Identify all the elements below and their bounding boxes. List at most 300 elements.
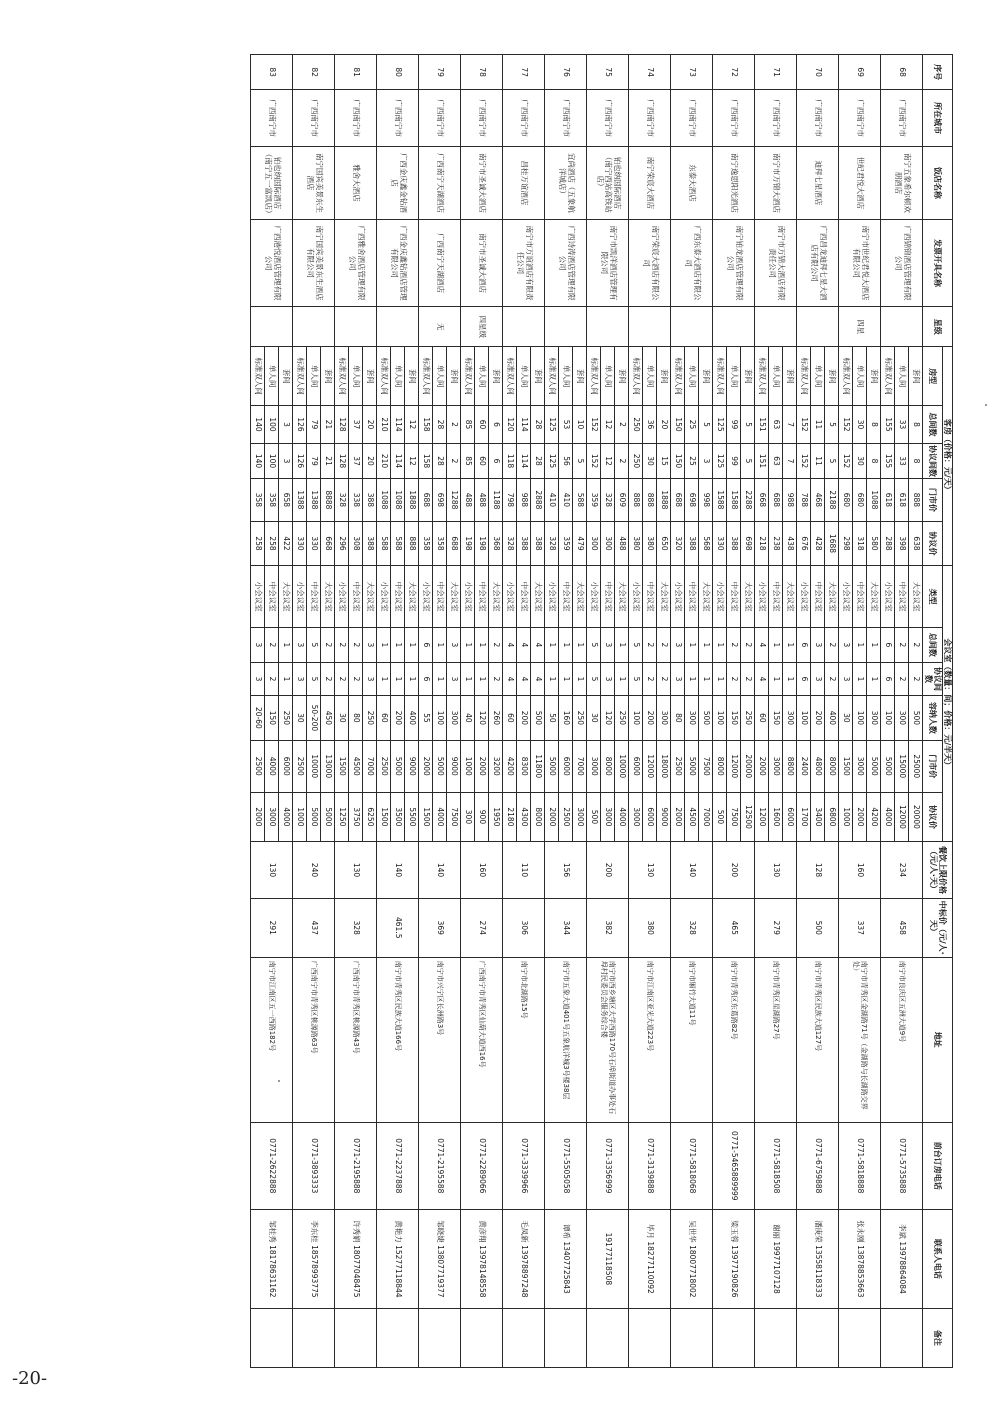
room-proto-price-cell: 300 (601, 521, 615, 566)
invoice-name-cell: 南宁国宾美景东生酒店有限公司 (293, 219, 335, 306)
room-proto-cell: 126 (293, 443, 307, 478)
mtg-cap-cell: 250 (573, 696, 587, 741)
mtg-cap-cell: 100 (881, 696, 895, 741)
mtg-total-cell: 4 (755, 627, 769, 662)
mtg-rack-cell: 6000 (629, 740, 643, 792)
room-total-cell: 152 (587, 406, 601, 444)
table-row (909, 55, 923, 1368)
room-total-cell: 20 (363, 406, 377, 444)
col-room-rack-header: 门市价 (923, 479, 942, 521)
room-type-cell: 套间 (783, 347, 797, 406)
mtg-cap-cell: 80 (671, 696, 685, 741)
mtg-proto-price-cell: 4000 (615, 792, 629, 842)
mtg-total-cell: 2 (895, 627, 909, 662)
hotel-name-cell: 宜尚酒店（五象航洋城店） (545, 146, 587, 219)
room-proto-cell: 151 (755, 443, 769, 478)
hotel-name-cell: 广西金庆鑫金钻酒店 (377, 146, 419, 219)
mtg-proto-price-cell: 500 (587, 792, 601, 842)
remark-cell (419, 1308, 461, 1367)
mtg-proto-cell: 4 (531, 663, 545, 696)
room-type-cell: 套间 (657, 347, 671, 406)
room-rack-cell: 328 (335, 479, 349, 521)
mid-price-cell: 306 (503, 898, 545, 957)
address-cell: 南宁市青秀区民族大道166号 (377, 957, 419, 1122)
room-total-cell: 30 (853, 406, 867, 444)
mtg-proto-price-cell: 3750 (349, 792, 363, 842)
invoice-name-cell: 广西锦锦酒店管理有限公司 (881, 219, 923, 306)
room-proto-cell: 56 (559, 443, 573, 478)
mtg-total-cell: 2 (909, 627, 923, 662)
mtg-proto-cell: 5 (307, 663, 321, 696)
mid-price-cell: 437 (293, 898, 335, 957)
mtg-proto-price-cell: 12500 (741, 792, 755, 842)
mtg-proto-cell: 3 (601, 663, 615, 696)
room-proto-price-cell: 308 (349, 521, 363, 566)
mtg-cap-cell: 100 (853, 696, 867, 741)
mtg-proto-price-cell: 7000 (699, 792, 713, 842)
contact-cell: 黄彦翔 13978148558 (461, 1209, 503, 1308)
mtg-total-cell: 3 (251, 627, 265, 662)
room-proto-price-cell: 388 (363, 521, 377, 566)
mtg-rack-cell: 8000 (713, 740, 727, 792)
mtg-total-cell: 2 (727, 627, 741, 662)
city-cell: 广西南宁市 (419, 90, 461, 147)
mtg-proto-cell: 6 (797, 663, 811, 696)
room-total-cell: 11 (811, 406, 825, 444)
table-row (573, 55, 587, 1368)
address-cell: 南宁市青秀区东葛路82号 (713, 957, 755, 1122)
mtg-type-cell: 小会议室 (629, 566, 643, 627)
mtg-total-cell: 5 (629, 627, 643, 662)
room-proto-cell: 15 (657, 443, 671, 478)
col-room-type-header: 房型 (923, 347, 942, 406)
room-proto-price-cell: 328 (503, 521, 517, 566)
room-proto-price-cell: 388 (685, 521, 699, 566)
mtg-type-cell: 小会议室 (251, 566, 265, 627)
room-rack-cell: 468 (811, 479, 825, 521)
mtg-proto-cell: 3 (363, 663, 377, 696)
room-proto-cell: 2 (447, 443, 461, 478)
room-total-cell: 2 (447, 406, 461, 444)
mtg-proto-price-cell: 2000 (853, 792, 867, 842)
remark-cell (797, 1308, 839, 1367)
seq-cell: 69 (839, 55, 881, 90)
room-proto-price-cell: 398 (895, 521, 909, 566)
desk-phone-cell: 0771-2237888 (377, 1122, 419, 1209)
remark-cell (587, 1308, 629, 1367)
hotel-table (250, 54, 953, 1368)
room-rack-cell: 8888 (321, 479, 335, 521)
room-proto-price-cell: 330 (293, 521, 307, 566)
table-body (251, 55, 923, 1368)
room-total-cell: 158 (419, 406, 433, 444)
room-type-cell: 单人间 (769, 347, 783, 406)
room-proto-cell: 12 (601, 443, 615, 478)
mtg-cap-cell: 250 (363, 696, 377, 741)
meal-price-cell: 140 (671, 842, 713, 899)
mtg-total-cell: 4 (517, 627, 531, 662)
mtg-proto-price-cell: 6000 (643, 792, 657, 842)
mtg-type-cell: 大会议室 (363, 566, 377, 627)
room-proto-cell: 28 (531, 443, 545, 478)
mtg-proto-price-cell: 12000 (895, 792, 909, 842)
mtg-rack-cell: 4800 (811, 740, 825, 792)
mtg-total-cell: 1 (699, 627, 713, 662)
contact-cell: 许秀娟 18077048475 (335, 1209, 377, 1308)
table-row (447, 55, 461, 1368)
room-proto-cell: 5 (573, 443, 587, 478)
mtg-proto-cell: 2 (727, 663, 741, 696)
mtg-rack-cell: 18000 (657, 740, 671, 792)
mtg-proto-price-cell: 1950 (489, 792, 503, 842)
mtg-cap-cell: 500 (909, 696, 923, 741)
room-type-cell: 单人间 (517, 347, 531, 406)
city-cell: 广西南宁市 (461, 90, 503, 147)
room-total-cell: 21 (321, 406, 335, 444)
room-total-cell: 126 (293, 406, 307, 444)
room-proto-price-cell: 198 (461, 521, 475, 566)
mtg-proto-cell: 5 (587, 663, 601, 696)
room-proto-price-cell: 330 (307, 521, 321, 566)
room-proto-cell: 114 (391, 443, 405, 478)
room-rack-cell: 588 (573, 479, 587, 521)
col-mtg-rack-header: 门市价 (923, 740, 942, 792)
city-cell: 广西南宁市 (377, 90, 419, 147)
room-proto-cell: 5 (825, 443, 839, 478)
room-rack-cell: 488 (461, 479, 475, 521)
city-cell: 广西南宁市 (587, 90, 629, 147)
address-cell: 南宁市厢竹大道11号 (671, 957, 713, 1122)
mid-price-cell: 369 (419, 898, 461, 957)
meal-price-cell: 140 (377, 842, 419, 899)
room-proto-price-cell: 568 (699, 521, 713, 566)
mtg-cap-cell: 100 (713, 696, 727, 741)
room-proto-cell: 99 (727, 443, 741, 478)
desk-phone-cell: 0771-5735888 (881, 1122, 923, 1209)
mtg-proto-price-cell: 4000 (433, 792, 447, 842)
desk-phone-cell: 0771-5818888 (839, 1122, 881, 1209)
room-proto-price-cell: 580 (867, 521, 881, 566)
mtg-proto-price-cell: 4000 (881, 792, 895, 842)
mtg-rack-cell: 3000 (587, 740, 601, 792)
col-city-header: 所在城市 (923, 90, 953, 147)
mtg-rack-cell: 25000 (909, 740, 923, 792)
city-cell: 广西南宁市 (629, 90, 671, 147)
mtg-type-cell: 小会议室 (797, 566, 811, 627)
room-proto-price-cell: 300 (587, 521, 601, 566)
mtg-total-cell: 1 (279, 627, 293, 662)
col-meal-header: 餐饮上限价格（元/人·天） (923, 842, 953, 899)
star-cell (587, 307, 629, 347)
meal-price-cell: 130 (335, 842, 377, 899)
mtg-rack-cell: 13000 (321, 740, 335, 792)
room-proto-cell: 100 (265, 443, 279, 478)
desk-phone-cell: 0771-5818508 (755, 1122, 797, 1209)
mtg-proto-price-cell: 1500 (419, 792, 433, 842)
mtg-cap-cell: 50 (545, 696, 559, 741)
room-rack-cell: 798 (503, 479, 517, 521)
desk-phone-cell: 0771-2195588 (419, 1122, 461, 1209)
room-proto-price-cell: 288 (881, 521, 895, 566)
mtg-rack-cell: 7000 (573, 740, 587, 792)
mtg-cap-cell: 150 (727, 696, 741, 741)
room-proto-cell: 210 (377, 443, 391, 478)
mid-price-cell: 465 (713, 898, 755, 957)
room-proto-cell: 250 (629, 443, 643, 478)
col-addr-header: 地址 (923, 957, 953, 1122)
remark-cell (881, 1308, 923, 1367)
mtg-rack-cell: 2500 (671, 740, 685, 792)
room-total-cell: 150 (671, 406, 685, 444)
room-total-cell: 100 (265, 406, 279, 444)
room-total-cell: 7 (783, 406, 797, 444)
mtg-total-cell: 1 (377, 627, 391, 662)
mtg-rack-cell: 3000 (769, 740, 783, 792)
mtg-proto-cell: 2 (265, 663, 279, 696)
mtg-proto-price-cell: 1500 (377, 792, 391, 842)
room-proto-price-cell: 428 (811, 521, 825, 566)
mtg-cap-cell: 60 (377, 696, 391, 741)
hotel-name-cell: 东泰大酒店 (671, 146, 713, 219)
room-type-cell: 标准双人间 (503, 347, 517, 406)
col-desk-header: 前台订房电话 (923, 1122, 953, 1209)
col-mtg-proto-price-header: 协议价 (923, 792, 942, 842)
star-cell (881, 307, 923, 347)
room-proto-cell: 3 (279, 443, 293, 478)
room-rack-cell: 688 (671, 479, 685, 521)
invoice-name-cell: 广西南宁天湖酒店 (419, 219, 461, 306)
table-row (699, 55, 713, 1368)
invoice-name-cell: 广西港悦酒店管理有限公司 (251, 219, 293, 306)
room-total-cell: 151 (755, 406, 769, 444)
mtg-proto-cell: 1 (405, 663, 419, 696)
mtg-type-cell: 中会议室 (769, 566, 783, 627)
mtg-type-cell: 中会议室 (811, 566, 825, 627)
mid-price-cell: 328 (671, 898, 713, 957)
invoice-name-cell: 广西东泰大酒店有限公司 (671, 219, 713, 306)
table-row (615, 55, 629, 1368)
room-proto-cell: 30 (643, 443, 657, 478)
room-type-cell: 单人间 (349, 347, 363, 406)
room-rack-cell: 668 (755, 479, 769, 521)
mtg-cap-cell: 150 (265, 696, 279, 741)
col-mtg-cap-header: 容纳人数 (923, 696, 942, 741)
room-type-cell: 套间 (573, 347, 587, 406)
mid-price-cell: 458 (881, 898, 923, 957)
mtg-cap-cell: 250 (615, 696, 629, 741)
mtg-type-cell: 中会议室 (475, 566, 489, 627)
room-total-cell: 85 (461, 406, 475, 444)
room-type-cell: 标准双人间 (419, 347, 433, 406)
mtg-total-cell: 1 (685, 627, 699, 662)
room-proto-price-cell: 698 (741, 521, 755, 566)
table-row (279, 55, 293, 1368)
mtg-type-cell: 大会议室 (825, 566, 839, 627)
mtg-proto-cell: 2 (741, 663, 755, 696)
mtg-rack-cell: 3200 (489, 740, 503, 792)
mtg-proto-cell: 5 (629, 663, 643, 696)
remark-cell (671, 1308, 713, 1367)
invoice-name-cell: 南宁市万锦大酒店有限责任公司 (755, 219, 797, 306)
contact-cell: 19177118508 (587, 1209, 629, 1308)
mtg-cap-cell: 150 (769, 696, 783, 741)
mtg-proto-price-cell: 6250 (363, 792, 377, 842)
room-type-cell: 单人间 (643, 347, 657, 406)
mtg-proto-cell: 1 (713, 663, 727, 696)
city-cell: 广西南宁市 (293, 90, 335, 147)
city-cell: 广西南宁市 (839, 90, 881, 147)
meal-price-cell: 110 (503, 842, 545, 899)
room-proto-price-cell: 320 (671, 521, 685, 566)
invoice-name-cell: 南宁铂龙酒店管理有限公司 (713, 219, 755, 306)
room-type-cell: 单人间 (727, 347, 741, 406)
mid-price-cell: 274 (461, 898, 503, 957)
mtg-total-cell: 3 (447, 627, 461, 662)
mtg-rack-cell: 2500 (251, 740, 265, 792)
star-cell (335, 307, 377, 347)
mtg-rack-cell: 4000 (265, 740, 279, 792)
mtg-proto-price-cell: 7500 (447, 792, 461, 842)
mtg-proto-cell: 2 (349, 663, 363, 696)
room-type-cell: 套间 (825, 347, 839, 406)
mid-price-cell: 344 (545, 898, 587, 957)
mtg-cap-cell: 100 (797, 696, 811, 741)
mtg-rack-cell: 9000 (447, 740, 461, 792)
room-rack-cell: 1588 (713, 479, 727, 521)
mtg-proto-price-cell: 3000 (601, 792, 615, 842)
contact-cell: 毕月 18277110092 (629, 1209, 671, 1308)
invoice-name-cell: 广西金庆鑫钻酒店管理有限公司 (377, 219, 419, 306)
room-total-cell: 20 (657, 406, 671, 444)
room-total-cell: 10 (573, 406, 587, 444)
mid-price-cell: 328 (335, 898, 377, 957)
contact-cell: 邹桂秀 18178631162 (251, 1209, 293, 1308)
room-type-cell: 单人间 (307, 347, 321, 406)
room-proto-cell: 11 (811, 443, 825, 478)
room-rack-cell: 388 (363, 479, 377, 521)
mtg-rack-cell: 2000 (755, 740, 769, 792)
room-type-cell: 套间 (615, 347, 629, 406)
mtg-cap-cell: 400 (405, 696, 419, 741)
mtg-rack-cell: 7000 (363, 740, 377, 792)
hotel-name-cell: 南宁荣宸大酒店 (629, 146, 671, 219)
room-type-cell: 标准双人间 (545, 347, 559, 406)
room-rack-cell: 358 (265, 479, 279, 521)
room-type-cell: 标准双人间 (377, 347, 391, 406)
room-total-cell: 140 (251, 406, 265, 444)
mtg-type-cell: 大会议室 (867, 566, 881, 627)
mtg-proto-price-cell: 1600 (769, 792, 783, 842)
mtg-rack-cell: 2400 (797, 740, 811, 792)
room-rack-cell: 698 (685, 479, 699, 521)
mtg-proto-cell: 1 (377, 663, 391, 696)
invoice-name-cell: 广西昌龙迪拜七星大酒店有限公司 (797, 219, 839, 306)
star-cell (293, 307, 335, 347)
mtg-type-cell: 大会议室 (279, 566, 293, 627)
mtg-type-cell: 大会议室 (699, 566, 713, 627)
room-total-cell: 12 (601, 406, 615, 444)
mtg-proto-price-cell: 3000 (629, 792, 643, 842)
room-proto-price-cell: 359 (559, 521, 573, 566)
mtg-cap-cell: 200 (811, 696, 825, 741)
meal-price-cell: 128 (797, 842, 839, 899)
mtg-type-cell: 大会议室 (489, 566, 503, 627)
room-rack-cell: 358 (251, 479, 265, 521)
mtg-total-cell: 1 (615, 627, 629, 662)
mtg-type-cell: 中会议室 (643, 566, 657, 627)
mtg-cap-cell: 60 (755, 696, 769, 741)
room-type-cell: 标准双人间 (839, 347, 853, 406)
room-proto-price-cell: 380 (643, 521, 657, 566)
meeting-group-header: 会议室（数量：间；价格：元/半天） (942, 566, 952, 842)
star-cell (629, 307, 671, 347)
mtg-type-cell: 中会议室 (265, 566, 279, 627)
meal-price-cell: 130 (755, 842, 797, 899)
city-cell: 广西南宁市 (881, 90, 923, 147)
col-remark-header: 备注 (923, 1308, 953, 1367)
address-cell: 南宁市北湖路15号 (503, 957, 545, 1122)
star-cell (755, 307, 797, 347)
room-rack-cell: 1088 (867, 479, 881, 521)
room-type-cell: 单人间 (391, 347, 405, 406)
mtg-type-cell: 大会议室 (657, 566, 671, 627)
room-rack-cell: 698 (433, 479, 447, 521)
mtg-proto-price-cell: 5000 (307, 792, 321, 842)
room-proto-price-cell: 296 (335, 521, 349, 566)
room-proto-cell: 5 (741, 443, 755, 478)
room-type-cell: 套间 (489, 347, 503, 406)
room-rack-cell: 1188 (489, 479, 503, 521)
col-mid-header: 中标价（元/人·天） (923, 898, 953, 957)
room-proto-cell: 140 (251, 443, 265, 478)
mtg-rack-cell: 12000 (727, 740, 741, 792)
mtg-cap-cell: 500 (699, 696, 713, 741)
room-type-cell: 标准双人间 (797, 347, 811, 406)
star-cell (251, 307, 293, 347)
room-type-cell: 套间 (741, 347, 755, 406)
room-rack-cell: 1088 (377, 479, 391, 521)
mtg-type-cell: 小会议室 (881, 566, 895, 627)
contact-cell: 黄艳力 15277118844 (377, 1209, 419, 1308)
room-type-cell: 单人间 (853, 347, 867, 406)
remark-cell (629, 1308, 671, 1367)
city-cell: 广西南宁市 (671, 90, 713, 147)
mtg-rack-cell: 11800 (531, 740, 545, 792)
room-rack-cell: 658 (279, 479, 293, 521)
desk-phone-cell: 0771-5465889999 (713, 1122, 755, 1209)
room-proto-price-cell: 258 (251, 521, 265, 566)
room-proto-price-cell: 588 (377, 521, 391, 566)
room-proto-price-cell: 422 (279, 521, 293, 566)
mtg-proto-price-cell: 2000 (671, 792, 685, 842)
mtg-proto-price-cell: 20000 (909, 792, 923, 842)
room-proto-cell: 114 (517, 443, 531, 478)
hotel-name-cell: 南宁市圣诚大酒店 (461, 146, 503, 219)
room-type-cell: 套间 (867, 347, 881, 406)
mtg-cap-cell: 500 (531, 696, 545, 741)
contact-cell: 谢丽 19977107128 (755, 1209, 797, 1308)
hotel-name-cell: 南宁国宾美景东生酒店 (293, 146, 335, 219)
table-row (783, 55, 797, 1368)
contact-cell: 张永刚 13878853663 (839, 1209, 881, 1308)
remark-cell (545, 1308, 587, 1367)
mtg-proto-price-cell: 2000 (251, 792, 265, 842)
mtg-type-cell: 大会议室 (573, 566, 587, 627)
mtg-rack-cell: 8300 (517, 740, 531, 792)
remark-cell (293, 1308, 335, 1367)
room-proto-price-cell: 328 (545, 521, 559, 566)
star-cell (671, 307, 713, 347)
